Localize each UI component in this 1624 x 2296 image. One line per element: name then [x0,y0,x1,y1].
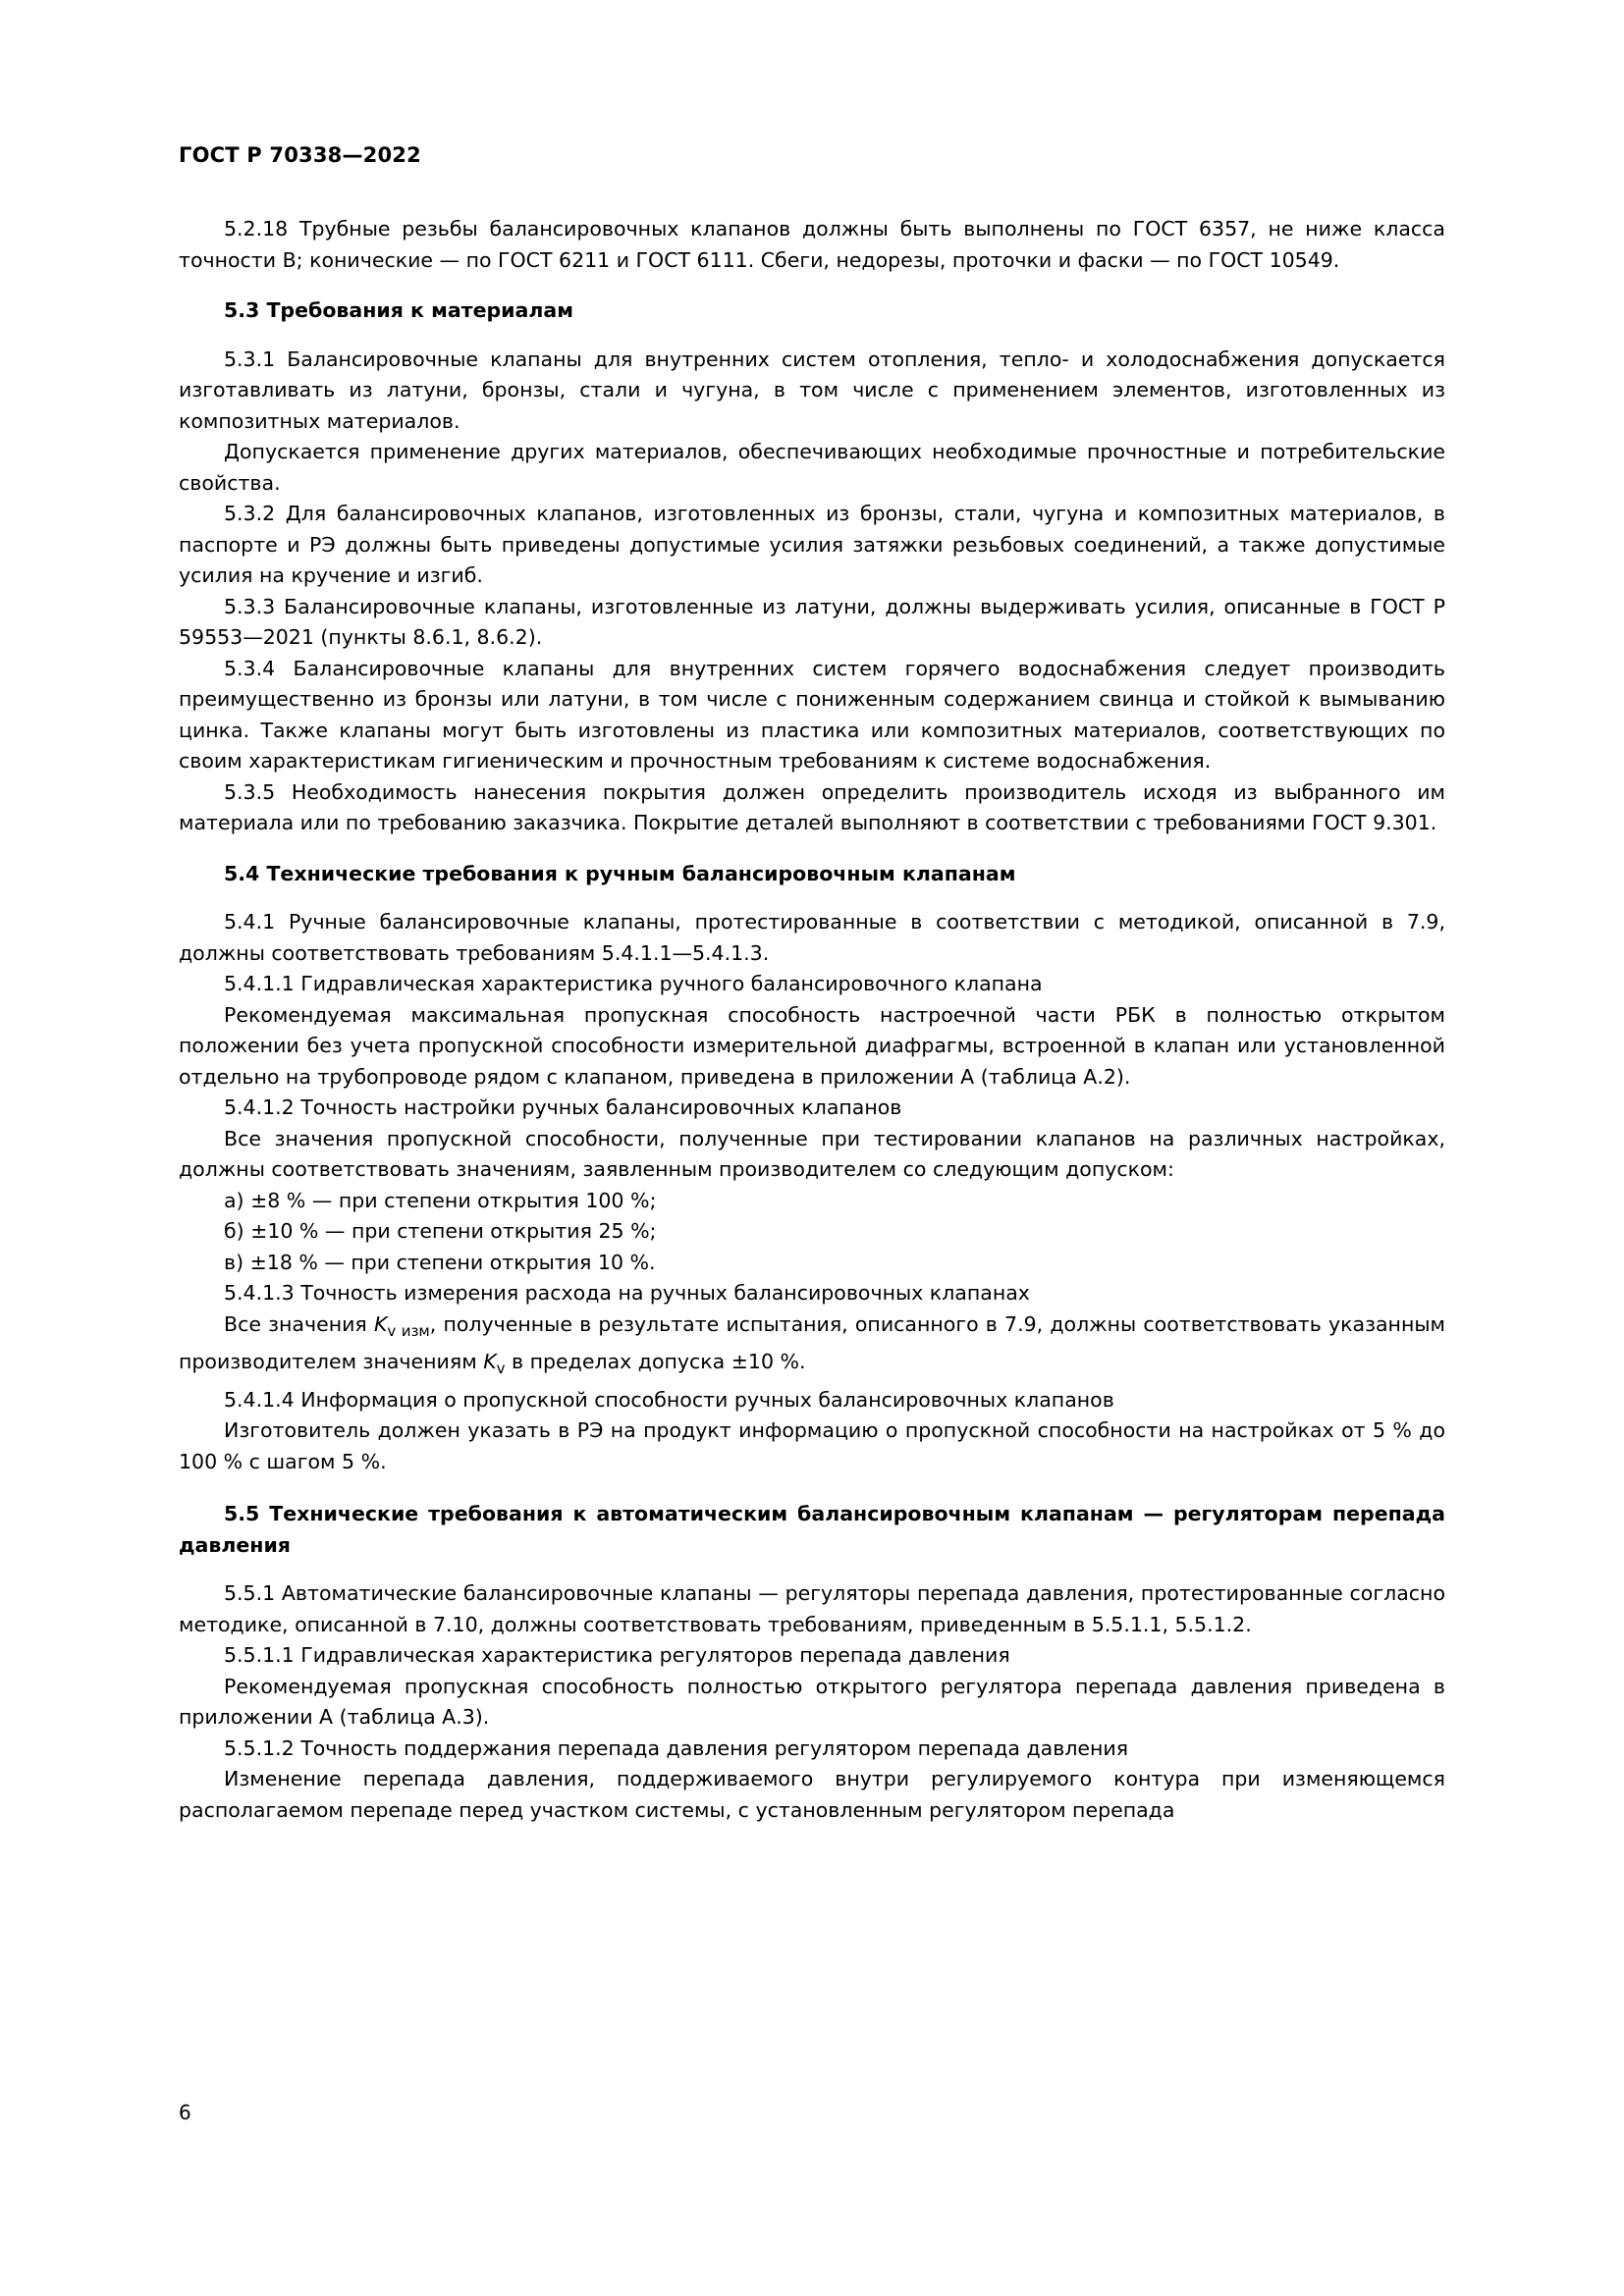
variable-kv-subscript: v [496,1360,506,1378]
paragraph-5-4-1-1-cont: Рекомендуемая максимальная пропускная способность настроечной части РБК в полностью открытом положении без учета пропускной способности измерительной диафрагмы, встроенной в клапан или установленной отдельно на трубопроводе рядом с клапаном, приведена в приложении А (таблица А.2). [179,1002,1445,1089]
paragraph-5-2-18: 5.2.18 Трубные резьбы балансировочных клапанов должны быть выполнены по ГОСТ 6357, не ниже класса точности В; конические — по ГОСТ 6211 и ГОСТ 6111. Сбеги, недорезы, проточки и фаски — по ГОСТ 10549. [179,217,1445,272]
variable-kv: K [483,1350,497,1374]
heading-5-4: 5.4 Технические требования к ручным балансировочным клапанам [224,861,1016,885]
heading-5-3: 5.3 Требования к материалам [224,298,573,322]
paragraph-5-5-1-2: 5.5.1.2 Точность поддержания перепада давления регулятором перепада давления [224,1735,1129,1760]
text-part-2: , полученные в результате испытания, описанного в 7.9, должны соответствовать указанным производителем значениям [179,1311,1446,1374]
paragraph-5-5-1-1-cont: Рекомендуемая пропускная способность полностью открытого регулятора перепада давления приведена в приложении А (таблица А.3). [179,1674,1445,1730]
paragraph-5-4-1-4-cont: Изготовитель должен указать в РЭ на продукт информацию о пропускной способности на настройках от 5 % до 100 % с шагом 5 %. [179,1418,1445,1473]
text-part-1: Все значения [224,1311,374,1336]
paragraph-5-4-1-4: 5.4.1.4 Информация о пропускной способности ручных балансировочных клапанов [224,1387,1114,1412]
list-item-b: б) ±10 % — при степени открытия 25 %; [224,1219,657,1243]
page-number: 6 [179,2101,191,2124]
page-header: ГОСТ Р 70338—2022 [179,143,421,167]
text-part-3: в пределах допуска ±10 %. [505,1350,806,1374]
list-item-a: а) ±8 % — при степени открытия 100 %; [224,1188,657,1212]
paragraph-5-3-4: 5.3.4 Балансировочные клапаны для внутренних систем горячего водоснабжения следует производить преимущественно из бронзы или латуни, в том числе с пониженным содержанием свинца и стойкой к вымыванию цинка. Также клапаны могут быть изготовлены из пластика или композитных материалов, соответствующих по своим характеристикам гигиеническим и прочностным требованиям к системе водоснабжения. [179,656,1445,773]
list-item-v: в) ±18 % — при степени открытия 10 %. [224,1250,656,1274]
paragraph-5-3-1: 5.3.1 Балансировочные клапаны для внутренних систем отопления, тепло- и холодоснабжения допускается изготавливать из латуни, бронзы, стали и чугуна, в том числе с применением элементов, изготовленных из композитных материалов. [179,347,1445,433]
variable-kv-izm-subscript: v изм [387,1321,430,1340]
paragraph-5-4-1: 5.4.1 Ручные балансировочные клапаны, протестированные в соответствии с методикой, описанной в 7.9, должны соответствовать требованиям 5.4.1.1—5.4.1.3. [179,910,1445,965]
paragraph-5-5-1-2-cont: Изменение перепада давления, поддерживаемого внутри регулируемого контура при изменяющемся располагаемом перепаде перед участком системы, с установленным регулятором перепада [179,1767,1445,1822]
paragraph-5-3-2: 5.3.2 Для балансировочных клапанов, изготовленных из бронзы, стали, чугуна и композитных материалов, в паспорте и РЭ должны быть приведены допустимые усилия затяжки резьбовых соединений, а также допустимые усилия на кручение и изгиб. [179,502,1445,587]
paragraph-5-5-1: 5.5.1 Автоматические балансировочные клапаны — регуляторы перепада давления, протестированные согласно методике, описанной в 7.10, должны соответствовать требованиям, приведенным в 5.5.1.1, 5.5.1.2. [179,1581,1445,1636]
paragraph-5-4-1-3-cont [179,1309,1445,1385]
paragraph-5-4-1-2-cont: Все значения пропускной способности, полученные при тестировании клапанов на различных настройках, должны соответствовать значениям, заявленным производителем со следующим допуском: [179,1126,1445,1181]
heading-5-5: 5.5 Технические требования к автоматическим балансировочным клапанам — регуляторам перепада давления [179,1502,1445,1557]
paragraph-5-4-1-1: 5.4.1.1 Гидравлическая характеристика ручного балансировочного клапана [224,972,1043,995]
paragraph-5-5-1-1: 5.5.1.1 Гидравлическая характеристика регуляторов перепада давления [224,1643,1010,1668]
paragraph-5-4-1-2: 5.4.1.2 Точность настройки ручных балансировочных клапанов [224,1095,902,1119]
paragraph-5-3-5: 5.3.5 Необходимость нанесения покрытия должен определить производитель исходя из выбранного им материала или по требованию заказчика. Покрытие деталей выполняют в соответствии с требованиями ГОСТ 9.301. [179,779,1445,834]
page-content [179,214,1445,1826]
paragraph-5-3-3: 5.3.3 Балансировочные клапаны, изготовленные из латуни, должны выдерживать усилия, описанные в ГОСТ Р 59553—2021 (пункты 8.6.1, 8.6.2). [179,594,1445,649]
paragraph-5-4-1-3: 5.4.1.3 Точность измерения расхода на ручных балансировочных клапанах [224,1281,1030,1305]
paragraph-5-3-1-cont: Допускается применение других материалов, обеспечивающих необходимые прочностные и потребительские свойства. [179,440,1445,495]
variable-kv-izm: K [373,1311,388,1336]
